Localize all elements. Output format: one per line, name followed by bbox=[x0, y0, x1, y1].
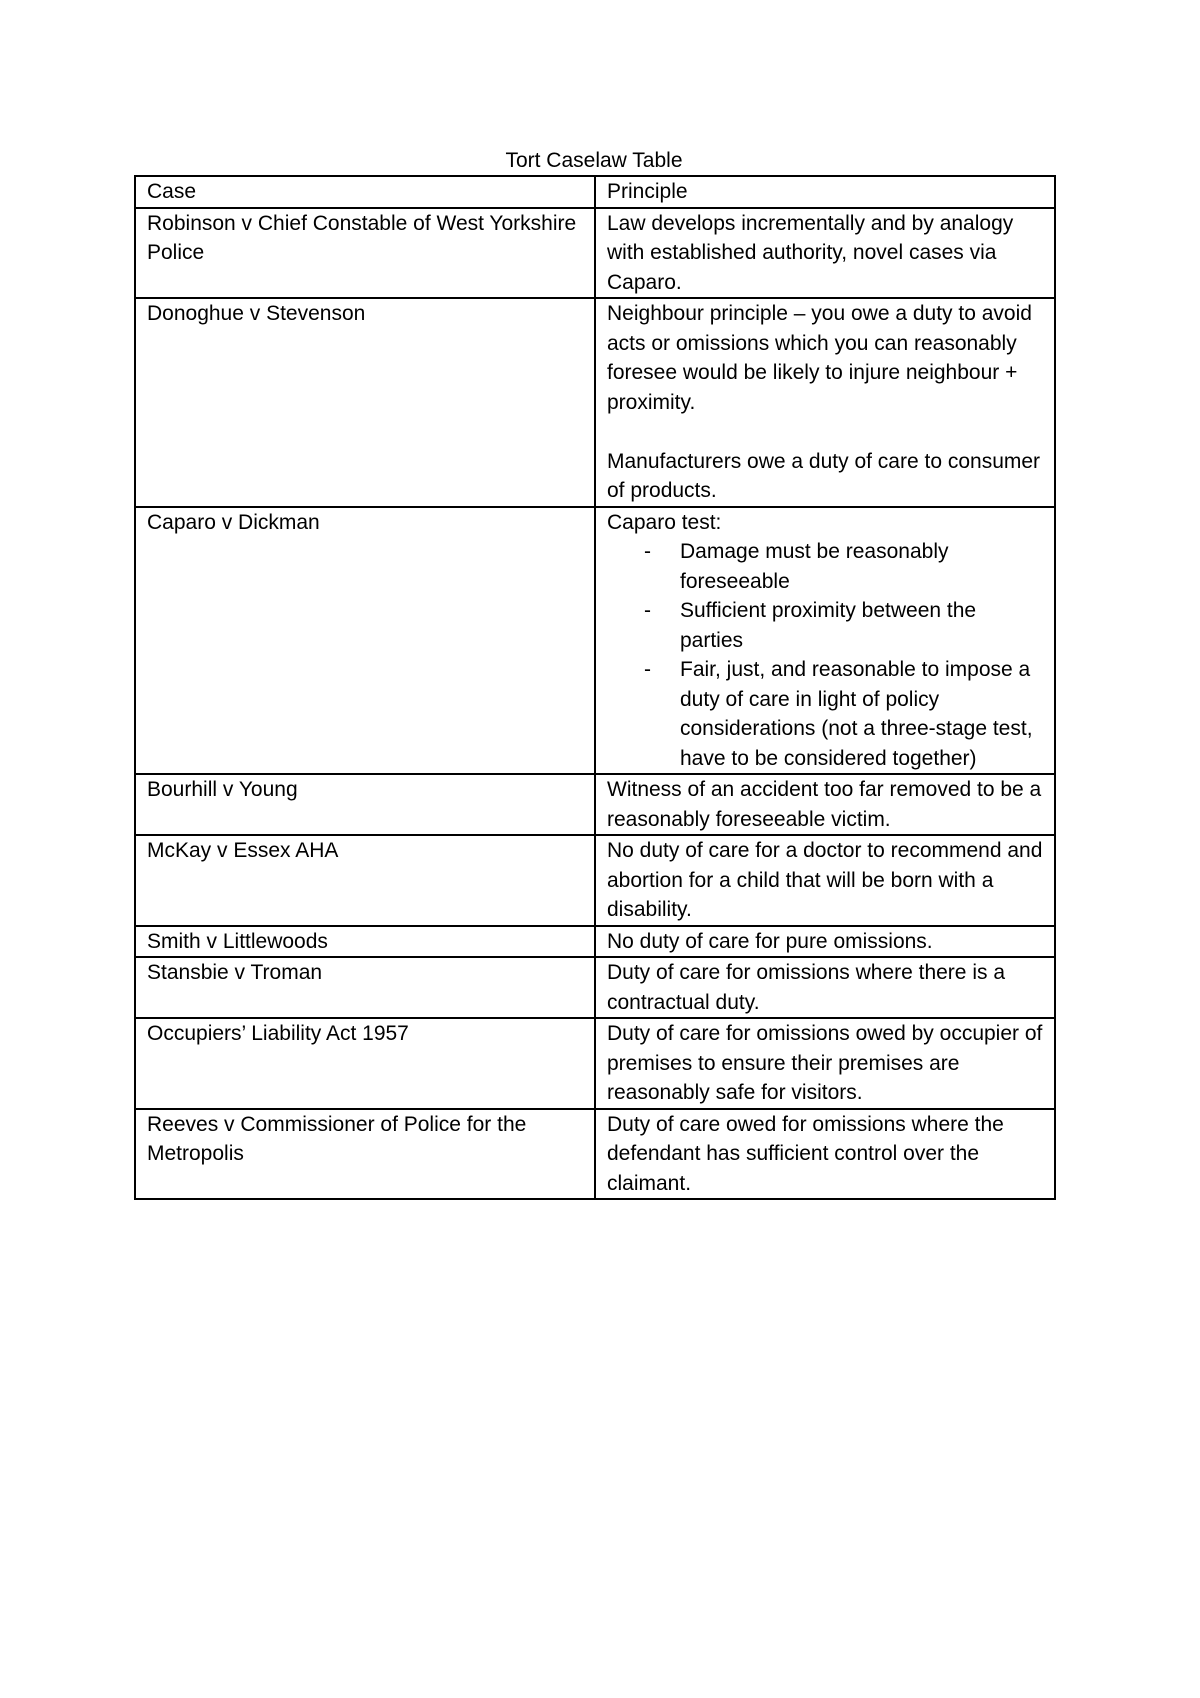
case-cell: Caparo v Dickman bbox=[135, 507, 595, 775]
case-cell: Reeves v Commissioner of Police for the Metropolis bbox=[135, 1109, 595, 1200]
dash-bullet: - bbox=[644, 540, 651, 563]
principle-paragraph: Manufacturers owe a duty of care to consumer of products. bbox=[607, 449, 1041, 502]
table-row bbox=[135, 835, 1055, 926]
table-row bbox=[135, 1109, 1055, 1200]
table-row bbox=[135, 507, 1055, 775]
paragraph-spacer bbox=[607, 417, 1044, 447]
list-item-text: Damage must be reasonably foreseeable bbox=[680, 540, 949, 593]
list-item-text: Fair, just, and reasonable to impose a duty of care in light of policy considerations (not a three-stage test, have to be considered together) bbox=[680, 658, 1033, 770]
table-row bbox=[135, 208, 1055, 299]
principle-cell: No duty of care for a doctor to recommend and abortion for a child that will be born with a disability. bbox=[595, 835, 1055, 926]
principle-cell: No duty of care for pure omissions. bbox=[595, 926, 1055, 958]
principle-paragraph: Neighbour principle – you owe a duty to avoid acts or omissions which you can reasonably foresee would be likely to injure neighbour + proximity. bbox=[607, 302, 1032, 414]
table-row bbox=[135, 926, 1055, 958]
list-item bbox=[644, 596, 1044, 655]
case-cell: Occupiers’ Liability Act 1957 bbox=[135, 1018, 595, 1109]
dash-bullet: - bbox=[644, 599, 651, 622]
case-cell: McKay v Essex AHA bbox=[135, 835, 595, 926]
header-case: Case bbox=[135, 176, 595, 208]
list-item bbox=[644, 655, 1044, 773]
principle-cell bbox=[595, 507, 1055, 775]
case-cell: Donoghue v Stevenson bbox=[135, 298, 595, 507]
principle-cell: Law develops incrementally and by analogy with established authority, novel cases via Caparo. bbox=[595, 208, 1055, 299]
principle-cell: Duty of care owed for omissions where the defendant has sufficient control over the claimant. bbox=[595, 1109, 1055, 1200]
case-cell: Robinson v Chief Constable of West Yorkshire Police bbox=[135, 208, 595, 299]
list-item-text: Sufficient proximity between the parties bbox=[680, 599, 977, 652]
principle-points-list bbox=[607, 537, 1044, 773]
principle-intro: Caparo test: bbox=[607, 510, 722, 534]
case-cell: Smith v Littlewoods bbox=[135, 926, 595, 958]
table-row bbox=[135, 298, 1055, 507]
table-row bbox=[135, 1018, 1055, 1109]
list-item bbox=[644, 537, 1044, 596]
header-principle: Principle bbox=[595, 176, 1055, 208]
principle-cell bbox=[595, 298, 1055, 507]
dash-bullet: - bbox=[644, 658, 651, 681]
document-title: Tort Caselaw Table bbox=[505, 149, 683, 172]
caselaw-table bbox=[134, 175, 1056, 1200]
case-cell: Bourhill v Young bbox=[135, 774, 595, 835]
principle-cell: Duty of care for omissions owed by occupier of premises to ensure their premises are reasonably safe for visitors. bbox=[595, 1018, 1055, 1109]
principle-cell: Witness of an accident too far removed to be a reasonably foreseeable victim. bbox=[595, 774, 1055, 835]
table-header-row bbox=[135, 176, 1055, 208]
table-row bbox=[135, 774, 1055, 835]
principle-cell: Duty of care for omissions where there is a contractual duty. bbox=[595, 957, 1055, 1018]
case-cell: Stansbie v Troman bbox=[135, 957, 595, 1018]
table-row bbox=[135, 957, 1055, 1018]
